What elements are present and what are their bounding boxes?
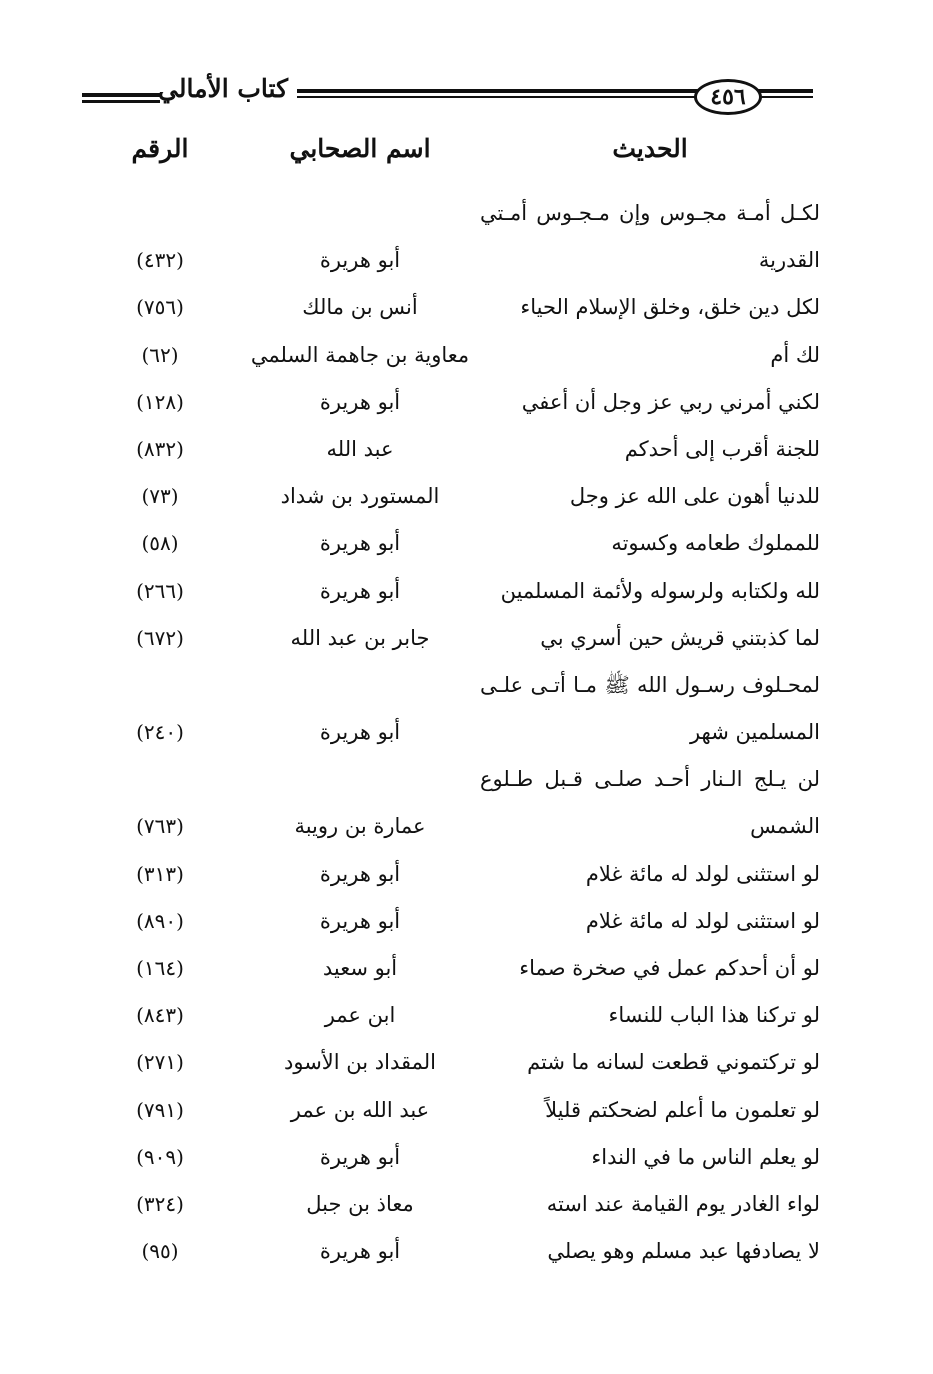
sahabi-name: أبو هريرة — [319, 248, 401, 273]
hadith-index-table — [0, 190, 933, 1275]
hadith-text: للمملوك طعامه وكسوته — [611, 531, 820, 556]
hadith-number: (٢٦٦) — [136, 578, 184, 603]
hadith-text: لو أن أحدكم عمل في صخرة صماء — [519, 956, 820, 980]
table-row — [0, 992, 933, 1039]
header-rule-left — [82, 93, 160, 106]
sahabi-name: جابر بن عبد الله — [290, 625, 430, 650]
table-row — [0, 803, 933, 850]
hadith-text: لكـل أمـة مجـوس وإن مـجـوس أمـتي — [480, 201, 820, 225]
table-row — [0, 568, 933, 615]
sahabi-name: المقداد بن الأسود — [284, 1050, 436, 1075]
hadith-text: لن يـلج الـنار أحـد صلـى قـبل طـلوع — [480, 767, 820, 792]
sahabi-name: أبو هريرة — [319, 861, 401, 886]
hadith-text: لله ولكتابه ولرسوله ولأئمة المسلمين — [500, 578, 820, 603]
table-row — [0, 709, 933, 756]
hadith-number: (٧٥٦) — [136, 295, 184, 320]
sahabi-name: أبو سعيد — [322, 956, 398, 980]
sahabi-name: أبو هريرة — [319, 389, 401, 414]
table-row — [0, 615, 933, 662]
table-row — [0, 284, 933, 331]
hadith-number: (٩٠٩) — [136, 1144, 184, 1169]
table-row — [0, 662, 933, 709]
table-row — [0, 1228, 933, 1275]
hadith-text: القدرية — [758, 248, 820, 273]
table-row — [0, 473, 933, 520]
table-row — [0, 237, 933, 284]
hadith-number: (٦٢) — [141, 342, 179, 367]
hadith-text: لواء الغادر يوم القيامة عند استه — [546, 1191, 820, 1216]
table-row — [0, 756, 933, 803]
hadith-text: لو تعلمون ما أعلم لضحكتم قليلاً — [545, 1097, 820, 1122]
table-row — [0, 520, 933, 567]
hadith-number: (٧٦٣) — [136, 814, 184, 839]
sahabi-name: أبو هريرة — [319, 1239, 401, 1264]
table-row — [0, 945, 933, 992]
sahabi-name: أبو هريرة — [319, 531, 401, 556]
hadith-text: لا يصادفها عبد مسلم وهو يصلي — [547, 1239, 820, 1264]
sahabi-name: أبو هريرة — [319, 908, 401, 933]
table-row — [0, 1181, 933, 1228]
hadith-text: لمحـلوف رسـول الله ﷺ مـا أتـى علـى — [480, 672, 820, 697]
sahabi-name: ابن عمر — [324, 1003, 396, 1028]
sahabi-name: أبو هريرة — [319, 578, 401, 603]
hadith-text: لو استثنى لولد له مائة غلام — [585, 861, 820, 886]
page-header — [0, 0, 933, 130]
table-row — [0, 1039, 933, 1086]
column-header-number: الرقم — [131, 134, 189, 163]
hadith-number: (٣١٣) — [136, 861, 184, 886]
book-title: كتاب الأمالي — [158, 74, 288, 103]
sahabi-name: عبد الله بن عمر — [290, 1097, 430, 1122]
hadith-number: (٢٤٠) — [136, 720, 184, 745]
hadith-number: (٤٣٢) — [136, 248, 184, 273]
hadith-number: (٧٩١) — [136, 1097, 184, 1122]
hadith-number: (٩٥) — [141, 1239, 179, 1264]
sahabi-name: معاذ بن جبل — [306, 1191, 414, 1216]
table-row — [0, 898, 933, 945]
sahabi-name: معاوية بن جاهمة السلمي — [250, 342, 470, 367]
hadith-text: لو يعلم الناس ما في النداء — [591, 1144, 820, 1169]
hadith-text: لو تركنا هذا الباب للنساء — [608, 1003, 820, 1028]
hadith-number: (٧٣) — [141, 484, 179, 509]
hadith-text: لو تركتموني قطعت لسانه ما شتم — [527, 1050, 820, 1075]
hadith-number: (٦٧٢) — [136, 625, 184, 650]
sahabi-name: أنس بن مالك — [302, 295, 418, 320]
hadith-number: (٨٩٠) — [136, 908, 184, 933]
sahabi-name: عمارة بن رويبة — [294, 814, 426, 839]
hadith-number: (١٢٨) — [136, 389, 184, 414]
hadith-text: لكل دين خلق، وخلق الإسلام الحياء — [520, 295, 820, 320]
sahabi-name: أبو هريرة — [319, 720, 401, 745]
table-row — [0, 851, 933, 898]
hadith-number: (٣٢٤) — [136, 1191, 184, 1216]
table-row — [0, 1134, 933, 1181]
hadith-text: للجنة أقرب إلى أحدكم — [624, 436, 820, 461]
hadith-text: لكني أمرني ربي عز وجل أن أعفي — [521, 389, 820, 414]
hadith-number: (١٦٤) — [136, 956, 184, 980]
table-row — [0, 1087, 933, 1134]
sahabi-name: عبد الله — [326, 436, 394, 461]
sahabi-name: المستورد بن شداد — [280, 484, 440, 509]
hadith-number: (٨٣٢) — [136, 436, 184, 461]
table-row — [0, 379, 933, 426]
hadith-text: للدنيا أهون على الله عز وجل — [569, 484, 820, 509]
hadith-text: لما كذبتني قريش حين أسري بي — [540, 625, 820, 650]
hadith-number: (٥٨) — [141, 531, 179, 556]
hadith-text: الشمس — [750, 814, 820, 839]
hadith-number: (٢٧١) — [136, 1050, 184, 1075]
hadith-text: لك أم — [770, 342, 820, 367]
page-number: ٤٥٦ — [694, 79, 762, 115]
sahabi-name: أبو هريرة — [319, 1144, 401, 1169]
hadith-text: المسلمين شهر — [689, 720, 820, 745]
table-row — [0, 332, 933, 379]
column-header-hadith: الحديث — [612, 134, 688, 163]
table-row — [0, 426, 933, 473]
hadith-text: لو استثنى لولد له مائة غلام — [585, 908, 820, 933]
hadith-number: (٨٤٣) — [136, 1003, 184, 1028]
table-row — [0, 190, 933, 237]
column-header-sahabi: اسم الصحابي — [289, 134, 431, 163]
